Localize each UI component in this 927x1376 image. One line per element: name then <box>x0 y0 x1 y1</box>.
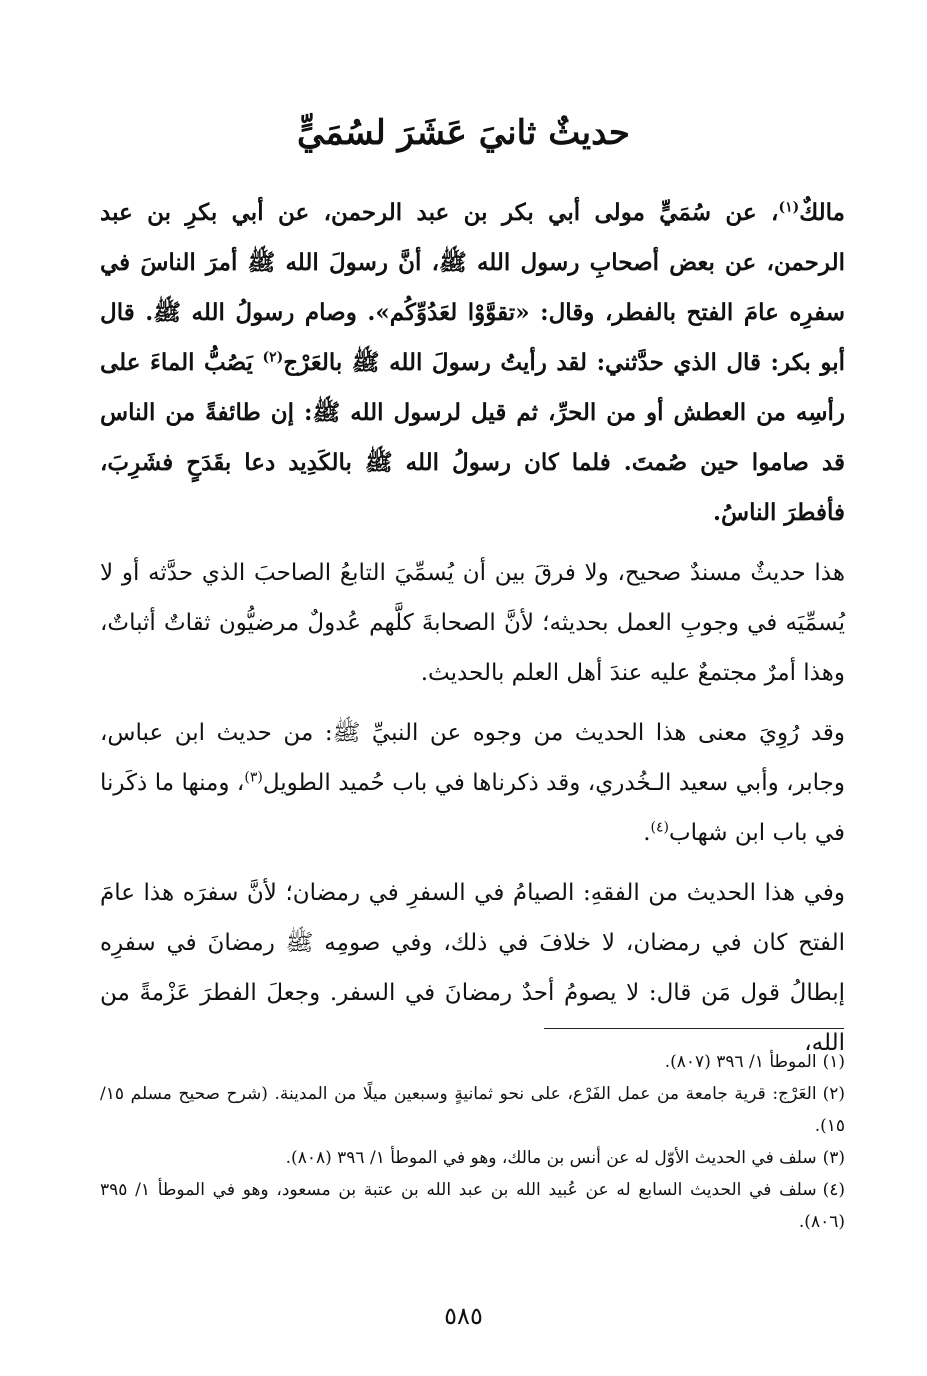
footnote <box>100 1078 845 1142</box>
footnote-number: (٤) <box>822 1180 845 1200</box>
footnote-text: الموطأ ١/ ٣٩٦ (٨٠٧). <box>664 1052 817 1072</box>
footnote-text: سلف في الحديث السابع له عن عُبيد الله بن عبد الله بن عتبة بن مسعود، وهو في الموطأ ١/ ٣٩٥ (٨٠٦). <box>100 1180 845 1232</box>
footnote-text: العَرْج: قرية جامعة من عمل الفَرْع، على نحو ثمانيةٍ وسبعين ميلًا من المدينة. (شرح صحيح مسلم ١٥/ ١٥). <box>100 1084 845 1136</box>
footnote-ref-3[interactable]: (٣) <box>244 769 263 786</box>
hadith-text-part: ، عن سُمَيٍّ مولى أبي بكر بن عبد الرحمن، عن أبي بكرِ بن عبد الرحمن، عن بعض أصحابِ رسول الله ﷺ، أنَّ رسولَ الله ﷺ أمرَ الناسَ في سفرِه عامَ الفتح بالفطر، وقال: «تقوَّوْا لعَدُوِّكُم». وصام رسولُ الله ﷺ. قال أبو بكر: قال الذي حدَّثني: لقد رأيتُ رسولَ الله ﷺ بالعَرْج <box>100 199 845 376</box>
footnote-ref-4[interactable]: (٤) <box>650 819 669 836</box>
footnote-divider <box>544 1028 844 1029</box>
footnote-number: (٣) <box>822 1148 845 1168</box>
footnotes <box>100 1046 845 1238</box>
footnote-number: (١) <box>822 1052 845 1072</box>
footnote-ref-2[interactable]: (٢) <box>262 349 284 366</box>
footnote-text: سلف في الحديث الأوّل له عن أنس بن مالك، وهو في الموطأ ١/ ٣٩٦ (٨٠٨). <box>285 1148 817 1168</box>
commentary-paragraph <box>100 708 845 858</box>
narrator-name: مالكٌ <box>799 199 845 226</box>
page-number: ٥٨٥ <box>444 1302 483 1330</box>
hadith-text <box>100 188 845 538</box>
commentary-text: . <box>643 820 651 846</box>
footnote <box>100 1046 845 1078</box>
hadith-text-part: يَصُبُّ الماءَ على رأسِه من العطش أو من الحرِّ، ثم قيل لرسول الله ﷺ: إن طائفةً من الناس قد صاموا حين صُمتَ. فلما كان رسولُ الله ﷺ بالكَدِيد دعا بقَدَحٍ فشَرِبَ، فأفطرَ الناسُ. <box>100 349 845 526</box>
main-text <box>100 188 845 1068</box>
footnote <box>100 1174 845 1238</box>
footnote-ref-1[interactable]: (١) <box>778 199 800 216</box>
commentary-text: ، ومنها ما ذكَرنا في باب ابن شهاب <box>100 770 845 846</box>
commentary-paragraph: وفي هذا الحديث من الفقهِ: الصيامُ في السفرِ في رمضان؛ لأنَّ سفرَه هذا عامَ الفتح كان في رمضان، لا خلافَ في ذلك، وفي صومِه ﷺ رمضانَ في سفرِه إبطالُ قول مَن قال: لا يصومُ أحدٌ رمضانَ في السفر. وجعلَ الفطرَ عَزْمةً من الله، <box>100 880 845 1056</box>
section-title: حديثٌ ثانيَ عَشَرَ لسُمَيٍّ <box>297 113 630 153</box>
commentary-paragraph: هذا حديثٌ مسندٌ صحيح، ولا فرقَ بين أن يُسمِّيَ التابعُ الصاحبَ الذي حدَّثه أو لا يُسمِّيَه في وجوبِ العمل بحديثه؛ لأنَّ الصحابةَ كلَّهم عُدولٌ مرضيُّون ثقاتٌ أثباتٌ، وهذا أمرٌ مجتمعٌ عليه عندَ أهل العلم بالحديث. <box>100 560 845 686</box>
footnote <box>100 1142 845 1174</box>
footnote-number: (٢) <box>822 1084 845 1104</box>
commentary-text: وقد رُوِيَ معنى هذا الحديث من وجوه عن النبيِّ ﷺ: من حديث ابن عباس، وجابر، وأبي سعيد الـخُدري، وقد ذكرناها في باب حُميد الطويل <box>100 720 845 796</box>
